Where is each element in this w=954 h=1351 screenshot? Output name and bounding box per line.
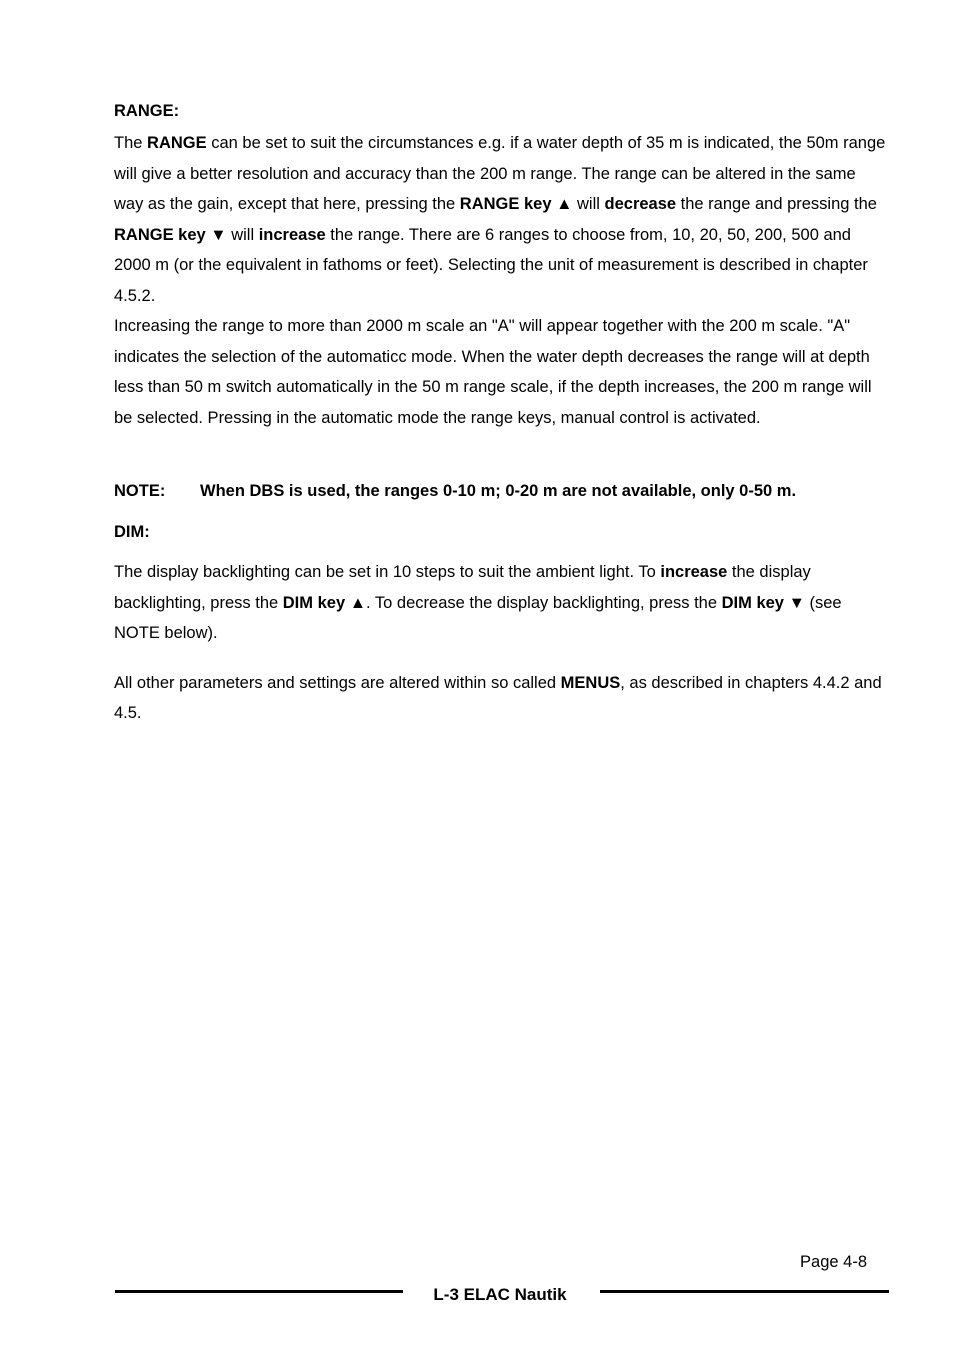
- page-content: [114, 98, 889, 729]
- text-run: . To decrease the display backlighting, press the: [366, 593, 722, 612]
- bold-run: DIM key ▲: [282, 593, 367, 612]
- range-heading: RANGE:: [114, 102, 180, 120]
- note-label: NOTE:: [114, 482, 166, 500]
- bold-run: increase: [258, 225, 326, 244]
- text-run: (see NOTE below).: [114, 593, 842, 642]
- bold-run: DIM key ▼: [721, 593, 805, 612]
- note-text: When DBS is used, the ranges 0-10 m; 0-20 m are not available, only 0-50 m.: [200, 482, 797, 500]
- text-run: , as described in chapters 4.4.2 and 4.5.: [114, 673, 882, 722]
- note-block: [114, 478, 889, 504]
- text-run: will: [226, 225, 259, 244]
- bold-run: RANGE: [147, 134, 207, 152]
- bold-run: increase: [660, 563, 728, 581]
- bold-run: RANGE key ▲: [459, 195, 573, 213]
- page-number: Page 4-8: [800, 1253, 867, 1271]
- bold-run: decrease: [604, 195, 677, 213]
- text-run: All other parameters and settings are altered within so called: [114, 673, 561, 692]
- menus-paragraph: [114, 668, 889, 729]
- text-run: the range and pressing the: [676, 195, 877, 213]
- bold-run: RANGE key ▼: [114, 225, 227, 244]
- text-run: the display backlighting, press the: [114, 563, 811, 612]
- bold-run: MENUS: [560, 673, 621, 692]
- text-run: The display backlighting can be set in 10 steps to suit the ambient light. To: [114, 563, 661, 581]
- dim-paragraph: [114, 557, 889, 649]
- company-name: L-3 ELAC Nautik: [433, 1285, 567, 1304]
- text-run: will: [572, 195, 605, 213]
- text-run: The: [114, 134, 148, 152]
- text-run: the range. There are 6 ranges to choose from, 10, 20, 50, 200, 500 and 2000 m (or the equivalent in fathoms or feet). Selecting the unit of measurement is described in chapter 4.5.2.: [114, 225, 868, 305]
- dim-heading: DIM:: [114, 523, 150, 541]
- range-paragraph-2: Increasing the range to more than 2000 m scale an "A" will appear together with the 200 m scale. "A" indicates the selection of the automaticc mode. When the water depth decreases the range will at depth less than 50 m switch automatically in the 50 m range scale, if the depth increases, the 200 m range will be selected. Pressing in the automatic mode the range keys, manual control is activated.: [114, 317, 872, 427]
- text-run: can be set to suit the circumstances e.g. if a water depth of 35 m is indicated, the 50m range will give a better resolution and accuracy than the 200 m range. The range can be altered in the same way as the gain, except that here, pressing the: [114, 134, 886, 213]
- range-paragraph-1: [114, 128, 889, 311]
